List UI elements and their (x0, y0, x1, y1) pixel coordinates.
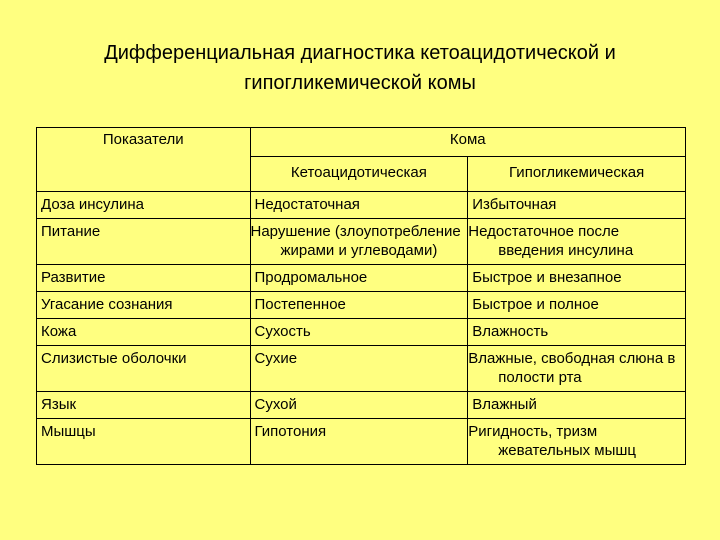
row-label: Развитие (37, 265, 251, 292)
row-hypo: Быстрое и полное (468, 292, 686, 319)
page-title (20, 38, 700, 98)
row-hypo: Влажные, свободная слюна в полости рта (468, 346, 686, 392)
row-label: Доза инсулина (37, 192, 251, 219)
row-hypo: Ригидность, тризм жевательных мышц (468, 419, 686, 465)
row-keto: Сухие (250, 346, 468, 392)
row-keto: Гипотония (250, 419, 468, 465)
table-row (37, 419, 686, 465)
row-hypo: Влажный (468, 392, 686, 419)
title-line-1: Дифференциальная диагностика кетоацидотической и (104, 42, 616, 64)
row-label: Питание (37, 219, 251, 265)
table-row (37, 265, 686, 292)
row-keto: Нарушение (злоупотребление жирами и углеводами) (250, 219, 468, 265)
table-row (37, 219, 686, 265)
table-row (37, 192, 686, 219)
table-row (37, 319, 686, 346)
header-coma: Кома (250, 128, 686, 157)
header-hypo: Гипогликемическая (468, 157, 686, 192)
row-hypo: Влажность (468, 319, 686, 346)
table-row (37, 392, 686, 419)
row-label: Кожа (37, 319, 251, 346)
row-keto: Постепенное (250, 292, 468, 319)
table-row (37, 346, 686, 392)
diagnosis-table-container (36, 127, 686, 465)
row-hypo: Быстрое и внезапное (468, 265, 686, 292)
row-hypo: Избыточная (468, 192, 686, 219)
row-label: Язык (37, 392, 251, 419)
table-row (37, 292, 686, 319)
row-hypo: Недостаточное после введения инсулина (468, 219, 686, 265)
row-label: Слизистые оболочки (37, 346, 251, 392)
row-keto: Недостаточная (250, 192, 468, 219)
row-keto: Продромальное (250, 265, 468, 292)
row-keto: Сухость (250, 319, 468, 346)
row-label: Угасание сознания (37, 292, 251, 319)
header-keto: Кетоацидотическая (250, 157, 468, 192)
header-row-1 (37, 128, 686, 157)
diagnosis-table (36, 127, 686, 465)
header-indicators: Показатели (37, 128, 251, 192)
title-line-2: гипогликемической комы (244, 72, 476, 94)
row-label: Мышцы (37, 419, 251, 465)
row-keto: Сухой (250, 392, 468, 419)
